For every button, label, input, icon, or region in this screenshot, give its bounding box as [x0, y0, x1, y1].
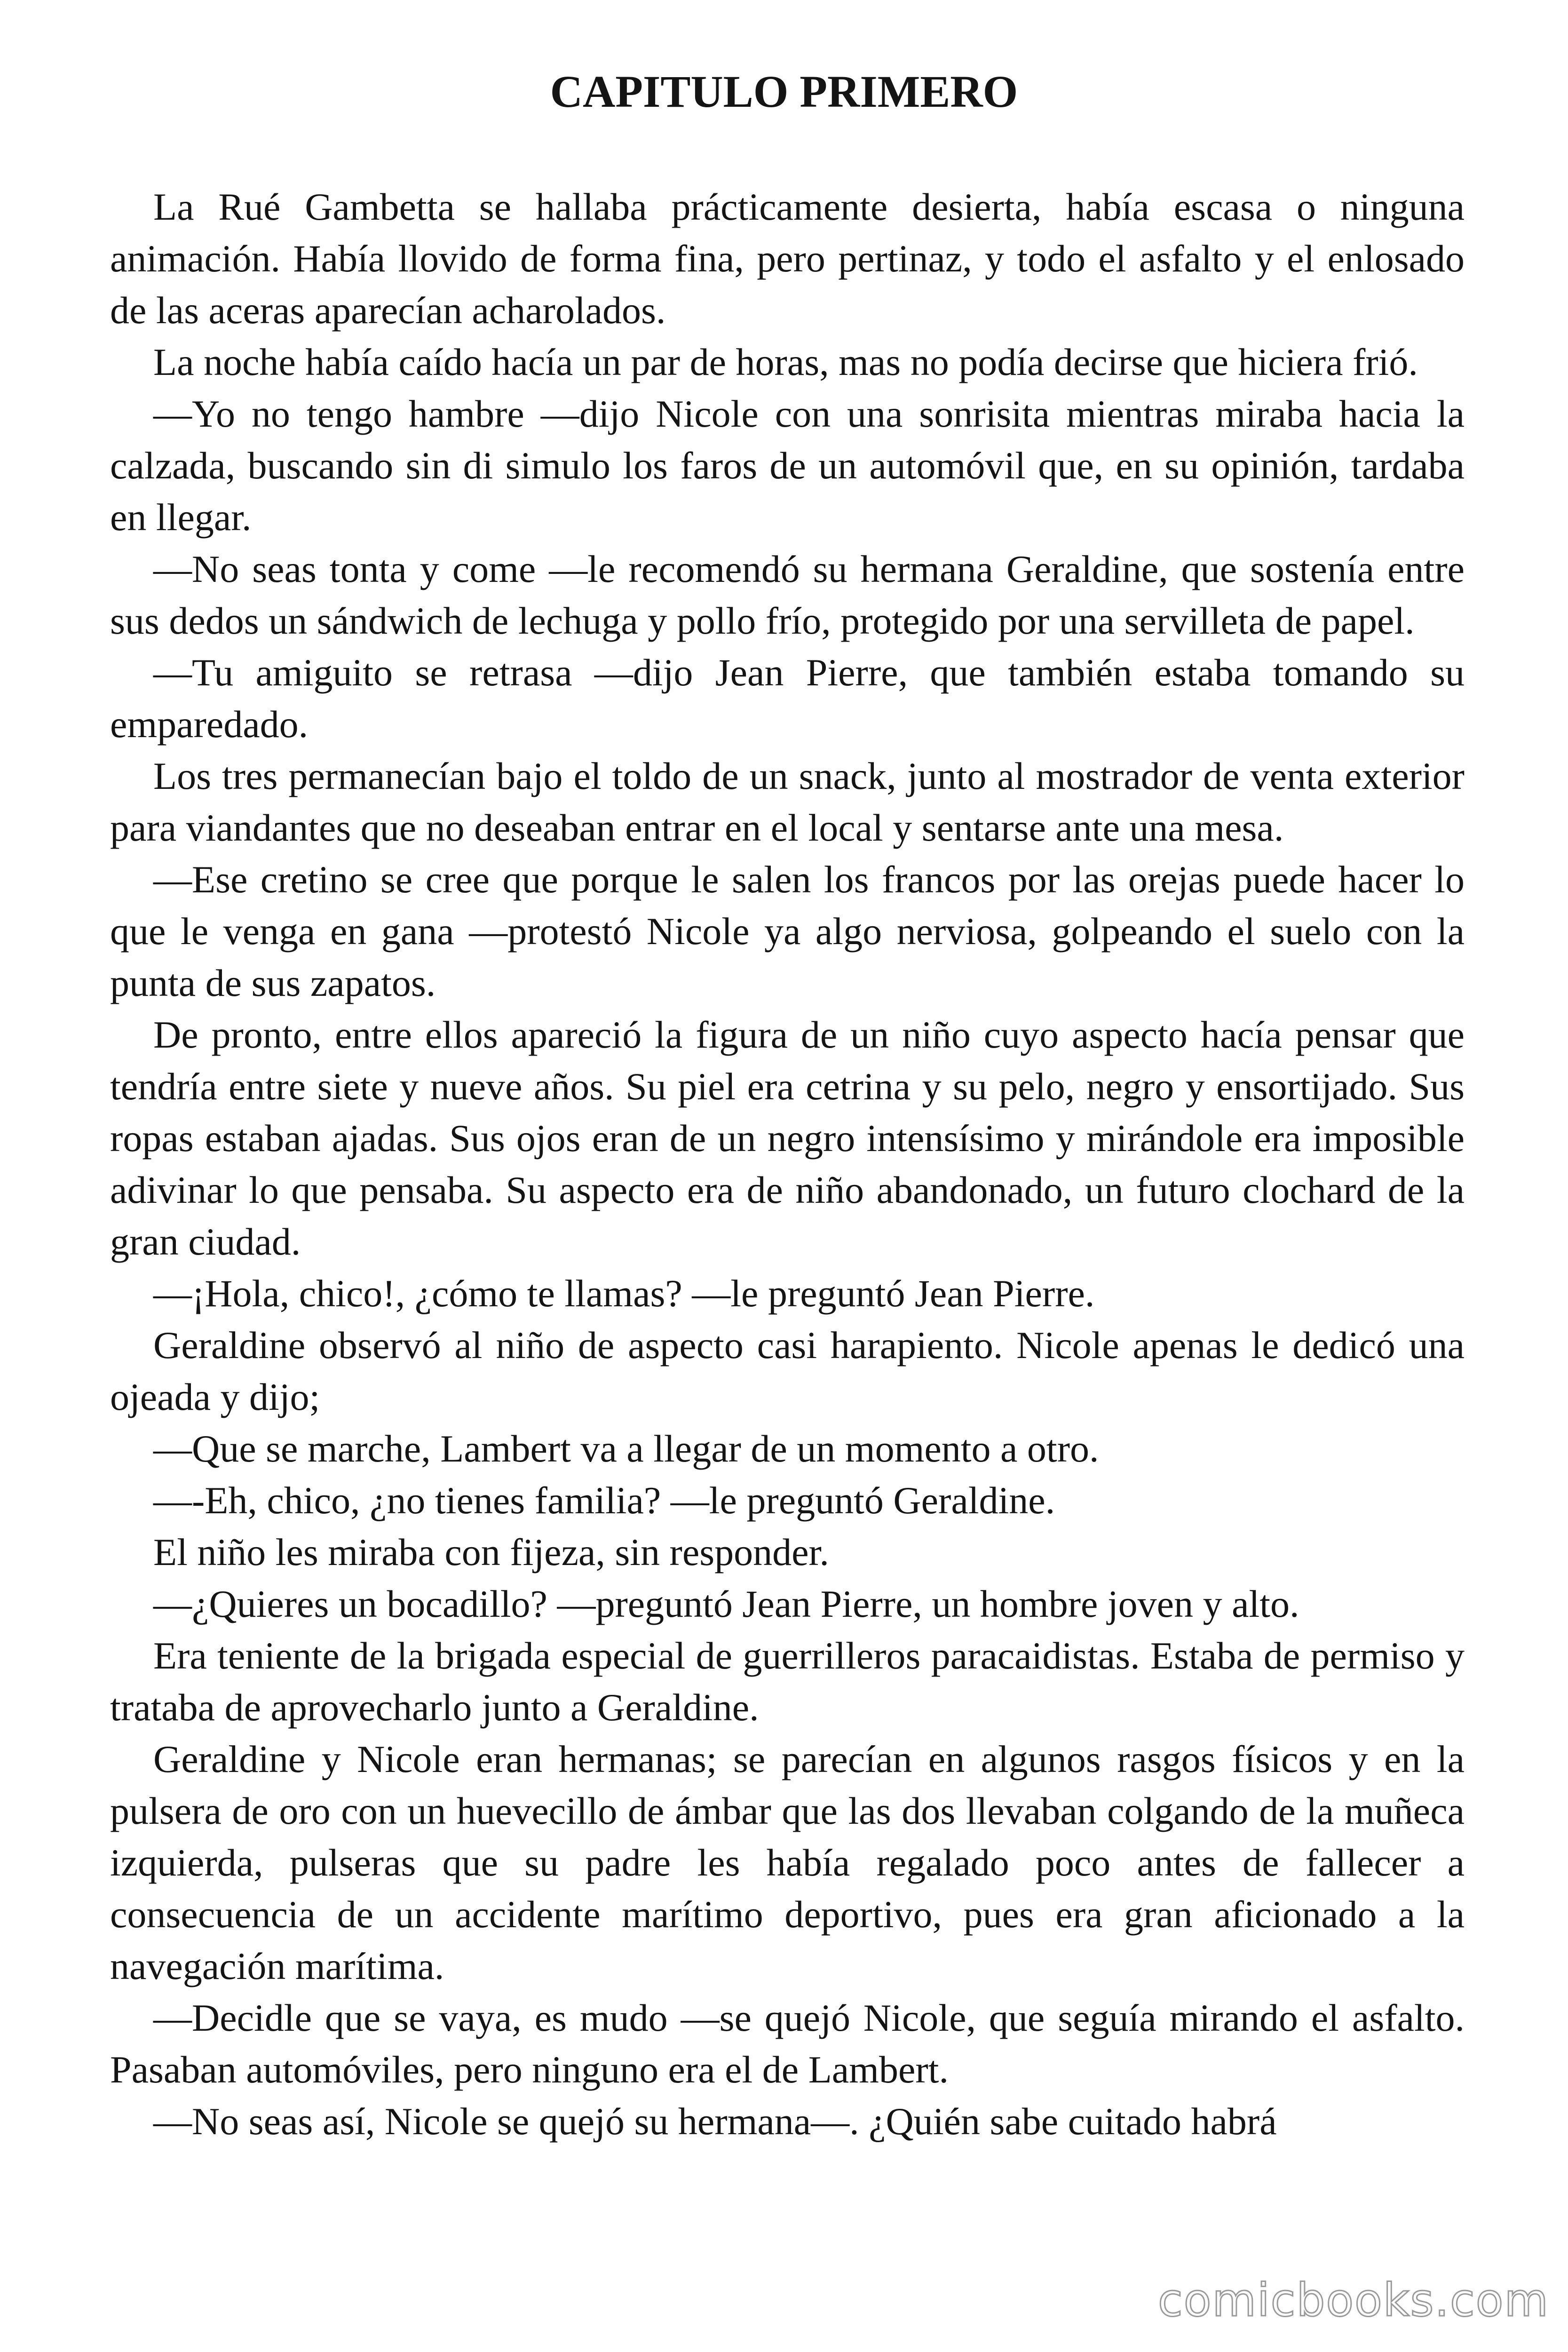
paragraph: La Rué Gambetta se hallaba prácticamente desierta, había escasa o ninguna animación. Había llovido de forma fina, pero pertinaz, y todo el asfalto y el enlosado de las aceras aparecían acharolados. [110, 185, 1465, 332]
chapter-title: CAPITULO PRIMERO [550, 66, 1018, 117]
paragraph: —Yo no tengo hambre —dijo Nicole con una sonrisita mientras miraba hacia la calzada, buscando sin di simulo los faros de un automóvil que, en su opinión, tardaba en llegar. [110, 392, 1465, 539]
paragraph: —¿Quieres un bocadillo? —preguntó Jean Pierre, un hombre joven y alto. [153, 1582, 1299, 1625]
paragraph: Los tres permanecían bajo el toldo de un snack, junto al mostrador de venta exterior para viandantes que no deseaban entrar en el local y sentarse ante una mesa. [110, 755, 1465, 849]
paragraph: La noche había caído hacía un par de horas, mas no podía decirse que hiciera frió. [153, 341, 1418, 383]
paragraph: —Tu amiguito se retrasa —dijo Jean Pierre, que también estaba tomando su emparedado. [110, 651, 1465, 746]
paragraph: —-Eh, chico, ¿no tienes familia? —le preguntó Geraldine. [153, 1479, 1055, 1522]
paragraph: De pronto, entre ellos apareció la figura de un niño cuyo aspecto hacía pensar que tendría entre siete y nueve años. Su piel era cetrina y su pelo, negro y ensortijado. Sus ropas estaban ajadas. Sus ojos eran de un negro intensísimo y mirándole era imposible adivinar lo que pensaba. Su aspecto era de niño abandonado, un futuro clochard de la gran ciudad. [110, 1013, 1465, 1263]
paragraph: —Decidle que se vaya, es mudo —se quejó Nicole, que seguía mirando el asfalto. Pasaban automóviles, pero ninguno era el de Lambert. [110, 1996, 1465, 2091]
paragraph: El niño les miraba con fijeza, sin responder. [153, 1531, 829, 1573]
paragraph: —¡Hola, chico!, ¿cómo te llamas? —le preguntó Jean Pierre. [153, 1272, 1095, 1315]
chapter-body [110, 181, 1465, 2317]
paragraph: —Que se marche, Lambert va a llegar de un momento a otro. [153, 1427, 1099, 1470]
paragraph: Geraldine observó al niño de aspecto casi harapiento. Nicole apenas le dedicó una ojeada y dijo; [110, 1324, 1465, 1418]
paragraph: —No seas tonta y come —le recomendó su hermana Geraldine, que sostenía entre sus dedos un sándwich de lechuga y pollo frío, protegido por una servilleta de papel. [110, 548, 1465, 642]
paragraph: Geraldine y Nicole eran hermanas; se parecían en algunos rasgos físicos y en la pulsera de oro con un huevecillo de ámbar que las dos llevaban colgando de la muñeca izquierda, pulseras que su padre les había regalado poco antes de fallecer a consecuencia de un accidente marítimo deportivo, pues era gran aficionado a la navegación marítima. [110, 1738, 1465, 1987]
paragraph: Era teniente de la brigada especial de guerrilleros paracaidistas. Estaba de permiso y trataba de aprovecharlo junto a Geraldine. [110, 1634, 1465, 1729]
paragraph: —No seas así, Nicole se quejó su hermana—. ¿Quién sabe cuitado habrá [153, 2100, 1277, 2143]
paragraph: —Ese cretino se cree que porque le salen los francos por las orejas puede hacer lo que le venga en gana —protestó Nicole ya algo nerviosa, golpeando el suelo con la punta de sus zapatos. [110, 858, 1465, 1004]
watermark: comicbooks.com [1153, 2274, 1554, 2326]
